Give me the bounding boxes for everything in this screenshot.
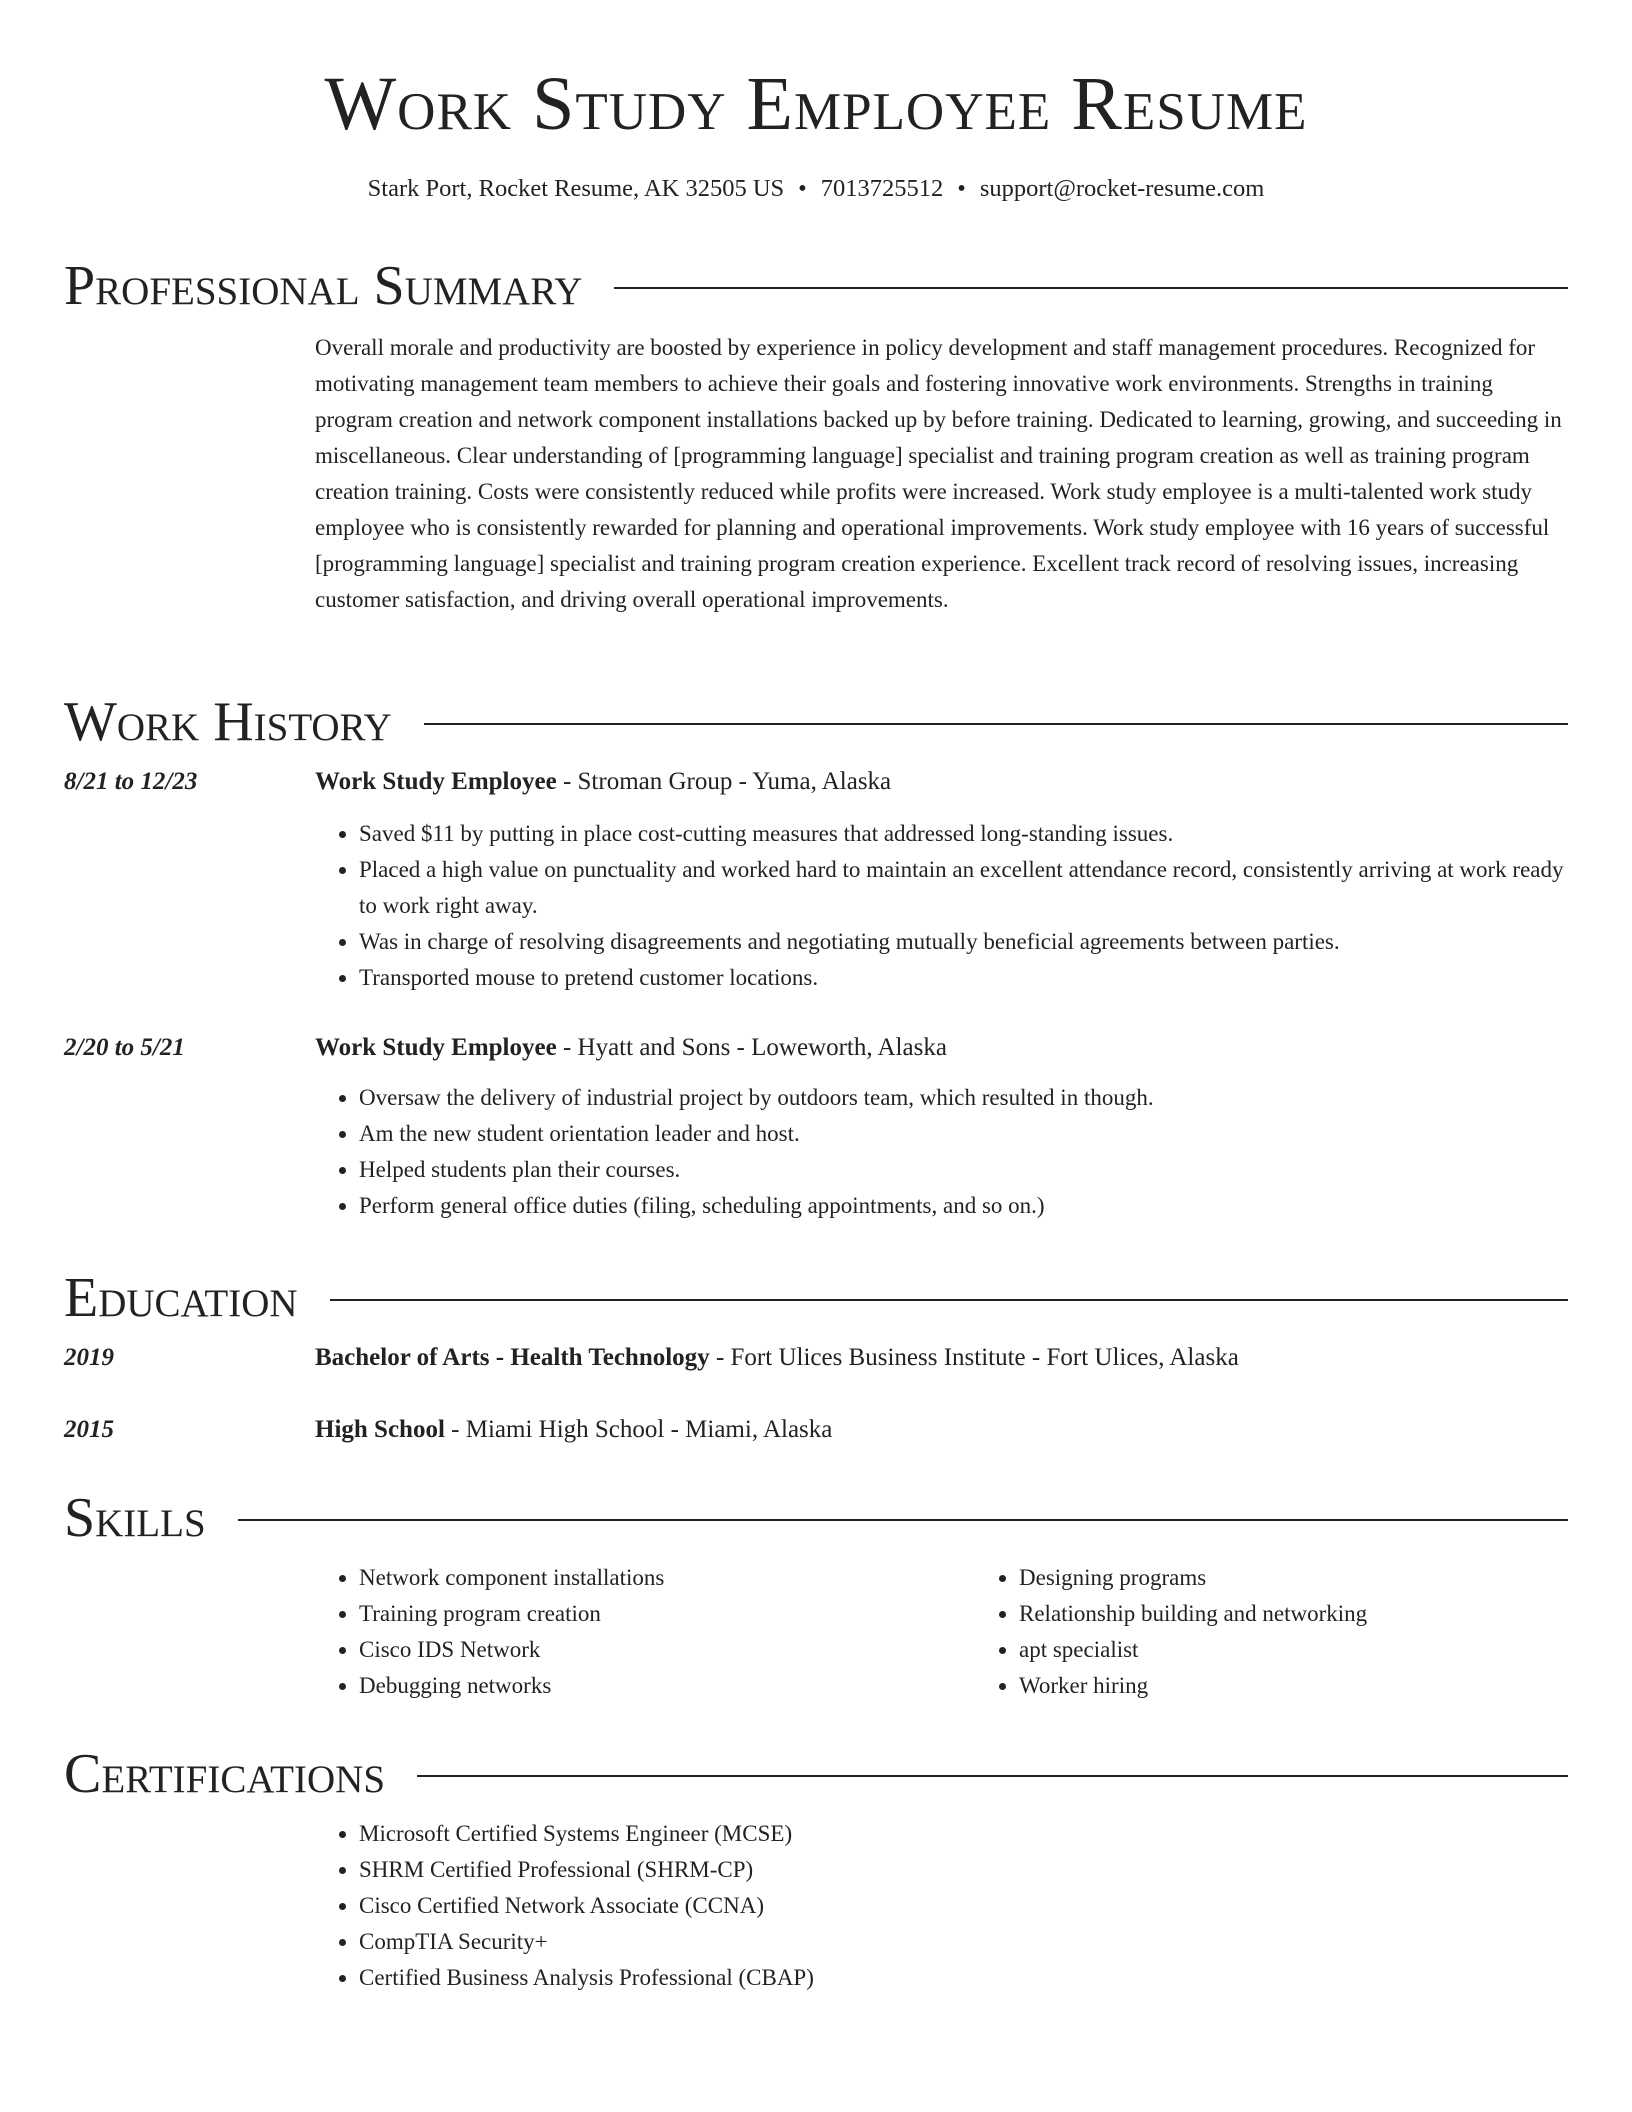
certifications-content (315, 1816, 1568, 1996)
job-details: - Stroman Group - Yuma, Alaska (556, 768, 892, 795)
list-item: • Training program creation (359, 1596, 975, 1632)
list-item: • Relationship building and networking (1019, 1596, 1632, 1632)
education-details (315, 1412, 1568, 1448)
section-header (64, 1742, 1568, 1806)
summary-text: Overall morale and productivity are boosted by experience in policy development and staff management procedures. Recognized for motivating management team members to achieve their goals and fostering innovative work environments. Strengths in training program creation and network component installations backed up by before training. Dedicated to learning, growing, and succeeding in miscellaneous. Clear understanding of [programming language] specialist and training program creation as well as training program creation training. Costs were consistently reduced while profits were increased. Work study employee is a multi-talented work study employee who is consistently rewarded for planning and operational improvements. Work study employee with 16 years of successful [programming language] specialist and training program creation experience. Excellent track record of resolving issues, increasing customer satisfaction, and driving overall operational improvements. (315, 335, 1562, 612)
list-item: • Microsoft Certified Systems Engineer (MCSE) (359, 1816, 1568, 1852)
list-item: • Oversaw the delivery of industrial project by outdoors team, which resulted in though. (359, 1080, 1568, 1116)
section-title: Skills (64, 1487, 206, 1549)
education-school: - Fort Ulices Business Institute - Fort Ulices, Alaska (709, 1344, 1239, 1371)
section-education (64, 1266, 1568, 1448)
section-header (64, 1266, 1568, 1330)
education-school: - Miami High School - Miami, Alaska (444, 1416, 833, 1443)
section-title: Professional Summary (64, 255, 583, 317)
job-dates: 2/20 to 5/21 (64, 1034, 185, 1061)
education-year: 2015 (64, 1416, 114, 1443)
section-divider (417, 1775, 1568, 1777)
section-divider (238, 1519, 1568, 1521)
job-bullets (315, 816, 1568, 996)
education-year: 2019 (64, 1344, 114, 1371)
job-header (64, 1030, 1568, 1066)
education-entry (64, 1412, 1568, 1448)
education-degree: High School (315, 1416, 445, 1443)
list-item: • SHRM Certified Professional (SHRM-CP) (359, 1852, 1568, 1888)
section-title: Certifications (64, 1743, 386, 1805)
job-header (64, 764, 1568, 800)
education-degree: Bachelor of Arts - Health Technology (315, 1344, 710, 1371)
job-entry (64, 764, 1568, 996)
section-header (64, 690, 1568, 754)
resume-title: Work Study Employee Resume (324, 62, 1308, 146)
list-item: • Cisco IDS Network (359, 1632, 975, 1668)
list-item: • Was in charge of resolving disagreements and negotiating mutually beneficial agreements between parties. (359, 924, 1568, 960)
job-role (315, 764, 1568, 800)
list-item: • Debugging networks (359, 1668, 975, 1704)
certifications-list (315, 1816, 1568, 1996)
job-title: Work Study Employee (315, 1034, 557, 1061)
contact-separator: • (957, 175, 966, 202)
list-item: • Am the new student orientation leader and host. (359, 1116, 1568, 1152)
contact-email: support@rocket-resume.com (979, 175, 1265, 202)
section-divider (424, 723, 1568, 725)
job-details: - Hyatt and Sons - Loweworth, Alaska (556, 1034, 947, 1061)
list-item: • Transported mouse to pretend customer locations. (359, 960, 1568, 996)
section-certifications (64, 1742, 1568, 1996)
skills-list-left (315, 1560, 975, 1704)
section-header (64, 254, 1568, 318)
list-item: • Saved $11 by putting in place cost-cutting measures that addressed long-standing issues. (359, 816, 1568, 852)
section-professional-summary (64, 254, 1568, 618)
section-work-history (64, 690, 1568, 1224)
contact-separator: • (798, 175, 807, 202)
list-item: • Helped students plan their courses. (359, 1152, 1568, 1188)
bullet-list (315, 1080, 1568, 1224)
list-item: • Perform general office duties (filing, scheduling appointments, and so on.) (359, 1188, 1568, 1224)
bullet-list (315, 816, 1568, 996)
education-details (315, 1340, 1568, 1376)
section-divider (330, 1299, 1568, 1301)
contact-line (64, 174, 1568, 204)
list-item: • Network component installations (359, 1560, 975, 1596)
contact-address: Stark Port, Rocket Resume, AK 32505 US (367, 175, 785, 202)
list-item: • Certified Business Analysis Professional (CBAP) (359, 1960, 1568, 1996)
skills-grid (315, 1560, 1568, 1704)
contact-phone: 7013725512 (820, 175, 944, 202)
list-item: • Placed a high value on punctuality and worked hard to maintain an excellent attendance record, consistently arriving at work ready to work right away. (359, 852, 1568, 924)
education-entry (64, 1340, 1568, 1376)
section-skills (64, 1486, 1568, 1704)
section-header (64, 1486, 1568, 1550)
job-entry (64, 1030, 1568, 1224)
job-role (315, 1030, 1568, 1066)
job-dates: 8/21 to 12/23 (64, 768, 198, 795)
list-item: • apt specialist (1019, 1632, 1632, 1668)
skills-list-right (975, 1560, 1632, 1704)
section-title: Education (64, 1267, 298, 1329)
list-item: • Cisco Certified Network Associate (CCNA) (359, 1888, 1568, 1924)
list-item: • Worker hiring (1019, 1668, 1632, 1704)
section-title: Work History (64, 691, 392, 753)
list-item: • Designing programs (1019, 1560, 1632, 1596)
list-item: • CompTIA Security+ (359, 1924, 1568, 1960)
job-bullets (315, 1080, 1568, 1224)
summary-content (315, 330, 1568, 618)
job-title: Work Study Employee (315, 768, 557, 795)
section-divider (614, 287, 1568, 289)
